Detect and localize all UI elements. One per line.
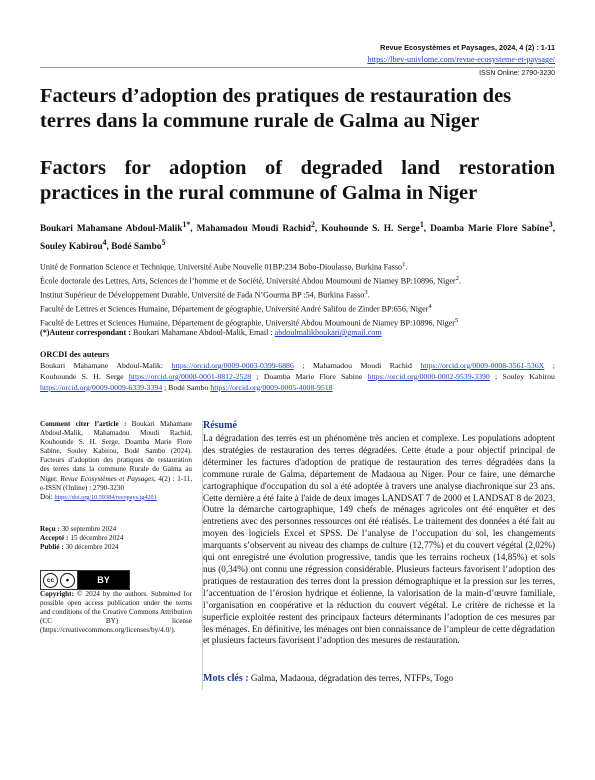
orcid-heading: ORCDI des auteurs [40,350,110,359]
corresponding-text: Boukari Mahamane Abdoul-Malik, Email : [130,328,275,337]
author-name: Doamba Marie Flore Sabine [430,224,549,235]
orcid-name: Kouhounde S. H. Serge [40,371,124,381]
affiliation-sup: 2 [455,275,459,282]
cite-label: Comment citer l’article : [40,420,127,428]
orcid-name: Bodé Sambo [168,382,209,392]
published-label: Publié : [40,543,64,552]
orcid-link[interactable]: https://orcid.org/0009-0003-0399-6886 [171,361,294,370]
how-to-cite [40,420,192,493]
orcid-link[interactable]: https://orcid.org/0009-0005-4008-9518 [210,382,333,392]
affiliation-sup: 5 [454,317,459,324]
abstract-section [202,420,555,690]
author-sup: 2 [310,220,315,229]
orcid-list: Boukari Mahamane Abdoul-Malik: https://orcid.org/0009-0003-0399-6886 ; Mahamadou Moudi Rachid https://orcid.org/0009-0008-3561-536X ; Kouhounde S. H. Serge https://orcid.org/0000-0001-8812-2528 ; Doamba Marie Flore Sabine https://orcid.org/0000-0002-9539-3390 ; Souley Kabirou https://orcid.org/0009-0009-6339-3394 ; Bodé Sambo https://orcid.org/0009-0005-4008-9518 [40,361,555,392]
author-name: Mahamadou Moudi Rachid [196,224,311,235]
copyright-notice [40,590,192,635]
affiliation-text: Unité de Formation Science et Technique, Université Aube Nouvelle 01BP:234 Bobo-Dioulasso, Burkina Fasso [40,262,403,272]
orcid-name: Souley Kabirou [502,371,555,381]
doi-link[interactable]: https://doi.org/10.59384/recopays.tg4201 [54,493,157,501]
affiliation-sup: 3 [364,289,368,296]
cite-journal: Revue Ecosystèmes et Paysages [60,474,155,483]
affiliation-text: École doctorale des Lettres, Arts, Sciences de l’homme et de Société, Université Abdou Moumouni de Niamey BP:10896, Niger [40,276,456,286]
author-sup: 3 [548,220,553,229]
orcid-link[interactable]: https://orcid.org/0009-0008-3561-536X [420,361,545,370]
issn: ISSN Online: 2790-3230 [479,70,555,77]
author-name: Kouhounde S. H. Serge [321,224,420,235]
cite-tail: , 4(2) : 1-11, e-ISSN (Online) : 2790-3230 [40,474,193,492]
doi-label: Doi: [40,492,55,501]
author-name: Souley Kabirou [40,242,103,253]
published-value: 30 décembre 2024 [63,543,119,552]
affiliation-item: Institut Supérieur de Développement Durable, Université de Fada N’Gourma BP :54, Burkina Fasso$^3$. [40,289,370,300]
email-link[interactable]: abdoulmalikboukari@gmail.com [274,328,382,337]
copyright-text: © 2024 by the authors. Submitted for possible open access publication under the terms and conditions of the Creative Commons Attribution (CC BY) license (https://creativecommons.org/licenses/by/4.0/). [40,590,192,635]
attribution-icon: ● [60,573,75,588]
orcid-link[interactable]: https://orcid.org/0000-0001-8812-2528 [128,371,252,381]
cc-by-label: BY [78,571,129,589]
affiliation-item [40,300,555,314]
accepted-value: 15 décembre 2024 [68,534,124,543]
affiliation-list [40,258,555,328]
affiliation-text: Faculté de Lettres et Sciences Humaine, Département de géographie, Université André Salifou de Zinder BP:656, Niger [40,304,429,314]
affiliation-item [40,314,555,328]
affiliation-text: Faculté de Lettres et Sciences Humaine, Département de géographie, Université Abdou Moumouni de Niamey BP:10896, Niger [40,318,455,328]
author-name: Bodé Sambo [111,242,162,253]
abstract-body: La dégradation des terres est un phénomène très ancien et complexe. Les populations adoptent des stratégies de restauration des terres dégradées. Cette étude a pour objectif principal de déterminer les factures d'adoption de pratique de restauration des terres dégradées dans la commune rurale de Galma, département de Madaoua au Niger. Pour ce faire, une démarche cartographique d'occupation du sol a été adoptée à travers une analyse diachronique sur 23 ans. Cette dernière a été faite à l'aide de deux images LANDSAT 7 de 2000 et LANDSAT 8 de 2023. Outre la démarche cartographique, 149 chefs de ménages agricoles ont été enquêter et des entretiens avec des personnes ressources ont été réalisés. Le traitement des données a été fait au moyen des logiciels Excel et SPSS. De l’analyse de l’occupation du sol, les changements marquants s’observent au niveau des champs de culture (12,77%) et du couvert végétal (2,02%) qui ont enregistré une évolution progressive, tandis que les terrains rocheux (14,85%) et sols nus (0,34%) ont connu une régression considérable. Plusieurs facteurs favorisent l’adoption des pratiques de restauration des terres dont la pression démographique et la pression sur les terres, l’accentuation de l’érosion hydrique et éolienne, la valorisation de la main-d’œuvre familiale, l’organisation en coopérative et la réduction du couvert végétal. Le critère de richesse et la superficie exploitée restent des principaux facteurs déterminants l’adoption de ces mesures par les ménages. En définitive, les ménages ont bien connaissance de l’ampleur de cette dégradation et plusieurs facteurs favorisent l’adoption des mesures de restauration. [203,433,555,646]
orcid-link[interactable]: https://orcid.org/0009-0009-6339-3394 [40,382,163,392]
received-date [40,525,123,534]
copyright-label: Copyright: [40,590,74,598]
corresponding-author [40,328,382,337]
author-sup: 1 [419,220,424,229]
author-name: Boukari Mahamane Abdoul-Malik [40,224,183,235]
orcid-link[interactable]: https://orcid.org/0000-0002-9539-3390 [367,371,490,381]
affiliation-item: École doctorale des Lettres, Arts, Sciences de l’homme et de Société, Université Abdou Moumouni de Niamey BP:10896, Niger$^2$. [40,275,462,286]
affiliation-sup: 4 [428,303,432,310]
cc-by-license-badge[interactable] [40,570,130,590]
affiliation-sup: 1 [402,261,406,268]
abstract-heading: Résumé [203,420,237,431]
corresponding-label: (*)Auteur correspondant : [40,328,131,337]
keywords-label: Mots clés : [203,673,249,684]
journal-citation: Revue Ecosystèmes et Paysages, 2024, 4 (2) : 1-11 [380,43,555,52]
author-list: Boukari Mahamane Abdoul-Malik$^{1*}$, Mahamadou Moudi Rachid$^2$, Kouhounde S. H. Serge$^1$, Doamba Marie Flore Sabine$^3$, Souley Kabirou$^4$, Bodé Sambo$^5$ [40,220,556,253]
header-rule [40,67,555,68]
author-sup: 4 [102,238,107,248]
orcid-name: Boukari Mahamane Abdoul-Malik: [40,361,164,370]
affiliation-item: Unité de Formation Science et Technique, Université Aube Nouvelle 01BP:234 Bobo-Dioulasso, Burkina Fasso$^1$. [40,261,408,272]
published-date [40,543,123,552]
author-sup: 1* [182,220,191,229]
keywords-text: Galma, Madaoua, dégradation des terres, NTFPs, Togo [248,673,454,683]
cite-text: Boukari Mahamane Abdoul-Malik, Mahamadou Moudi Rachid, Kouhounde S. H. Serge, Doamba Marie Flore Sabine, Souley Kabirou, Bodé Sambo (2024). Facteurs d’adoption des pratiques de restauration des terres dans la commune Rurale de Galma au Niger. [40,420,192,483]
author-sup: 5 [161,238,166,248]
title-french: Facteurs d’adoption des pratiques de restauration des terres dans la commune rurale de Galma au Niger [40,85,512,132]
citation-sidebar [40,420,192,502]
cc-icons [41,571,78,589]
accepted-date [40,534,123,543]
cc-icon: cc [43,573,58,588]
affiliation-text: Institut Supérieur de Développement Durable, Université de Fada N’Gourma BP :54, Burkina Fasso [40,290,365,300]
received-label: Reçu : [40,525,60,533]
accepted-label: Accepté : [40,534,69,543]
keywords-line [203,673,555,684]
orcid-name: Mahamadou Moudi Rachid [313,361,412,370]
title-english: Factors for adoption of degraded land restoration practices in the rural commune of Galma in Niger [40,157,555,204]
journal-url-link[interactable]: https://lbev-univlome.com/revue-ecosysteme-et-paysage/ [367,55,555,64]
doi-line [40,493,192,502]
publication-dates [40,525,123,553]
received-value: 30 septembre 2024 [59,525,117,533]
orcid-name: Doamba Marie Flore Sabine [263,371,363,381]
